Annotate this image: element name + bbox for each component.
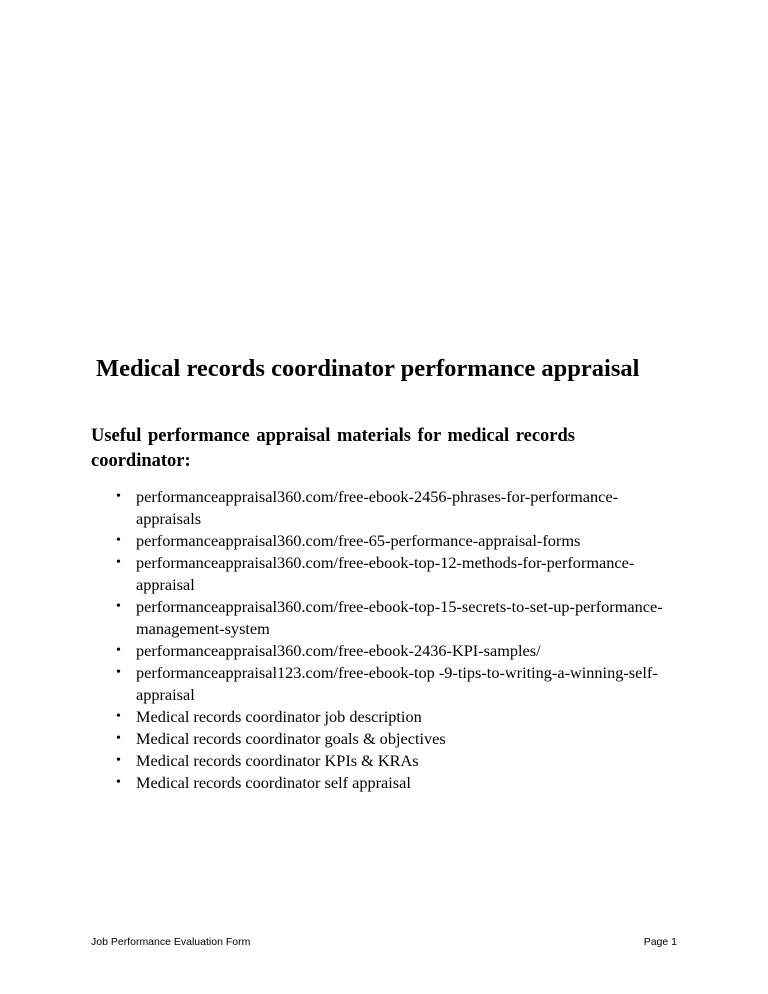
list-item-link[interactable]: Medical records coordinator goals & objectives xyxy=(136,729,446,748)
footer-form-name: Job Performance Evaluation Form xyxy=(91,936,251,948)
list-item-link[interactable]: performanceappraisal360.com/free-ebook-2456-phrases-for-performance-appraisals xyxy=(136,487,618,528)
bullet-icon: • xyxy=(116,489,121,504)
resource-list xyxy=(116,486,676,794)
list-item-link[interactable]: Medical records coordinator self appraisal xyxy=(136,773,411,792)
list-item[interactable] xyxy=(116,486,676,530)
bullet-icon: • xyxy=(116,709,121,724)
list-item[interactable] xyxy=(116,662,676,706)
list-item[interactable] xyxy=(116,706,676,728)
bullet-icon: • xyxy=(116,599,121,614)
list-item-link[interactable]: performanceappraisal360.com/free-65-performance-appraisal-forms xyxy=(136,531,581,550)
list-item-link[interactable]: Medical records coordinator KPIs & KRAs xyxy=(136,751,419,770)
list-item[interactable] xyxy=(116,640,676,662)
footer-page-number: Page 1 xyxy=(643,936,677,948)
list-item-link[interactable]: performanceappraisal360.com/free-ebook-top-12-methods-for-performance-appraisal xyxy=(136,553,635,594)
bullet-icon: • xyxy=(116,533,121,548)
list-item[interactable] xyxy=(116,772,676,794)
list-item[interactable] xyxy=(116,728,676,750)
bullet-icon: • xyxy=(116,775,121,790)
list-item[interactable] xyxy=(116,596,676,640)
list-item-link[interactable]: performanceappraisal360.com/free-ebook-2436-KPI-samples/ xyxy=(136,641,541,660)
page-title: Medical records coordinator performance appraisal xyxy=(96,355,640,382)
list-item-link[interactable]: Medical records coordinator job description xyxy=(136,707,422,726)
list-item-link[interactable]: performanceappraisal123.com/free-ebook-top -9-tips-to-writing-a-winning-self-appraisal xyxy=(136,663,658,704)
section-subtitle: Useful performance appraisal materials for medical records coordinator: xyxy=(91,426,575,471)
list-item[interactable] xyxy=(116,750,676,772)
bullet-icon: • xyxy=(116,753,121,768)
list-item-link[interactable]: performanceappraisal360.com/free-ebook-top-15-secrets-to-set-up-performance-management-system xyxy=(136,597,663,638)
list-item[interactable] xyxy=(116,552,676,596)
list-item[interactable] xyxy=(116,530,676,552)
bullet-icon: • xyxy=(116,643,121,658)
bullet-icon: • xyxy=(116,731,121,746)
bullet-icon: • xyxy=(116,555,121,570)
bullet-icon: • xyxy=(116,665,121,680)
